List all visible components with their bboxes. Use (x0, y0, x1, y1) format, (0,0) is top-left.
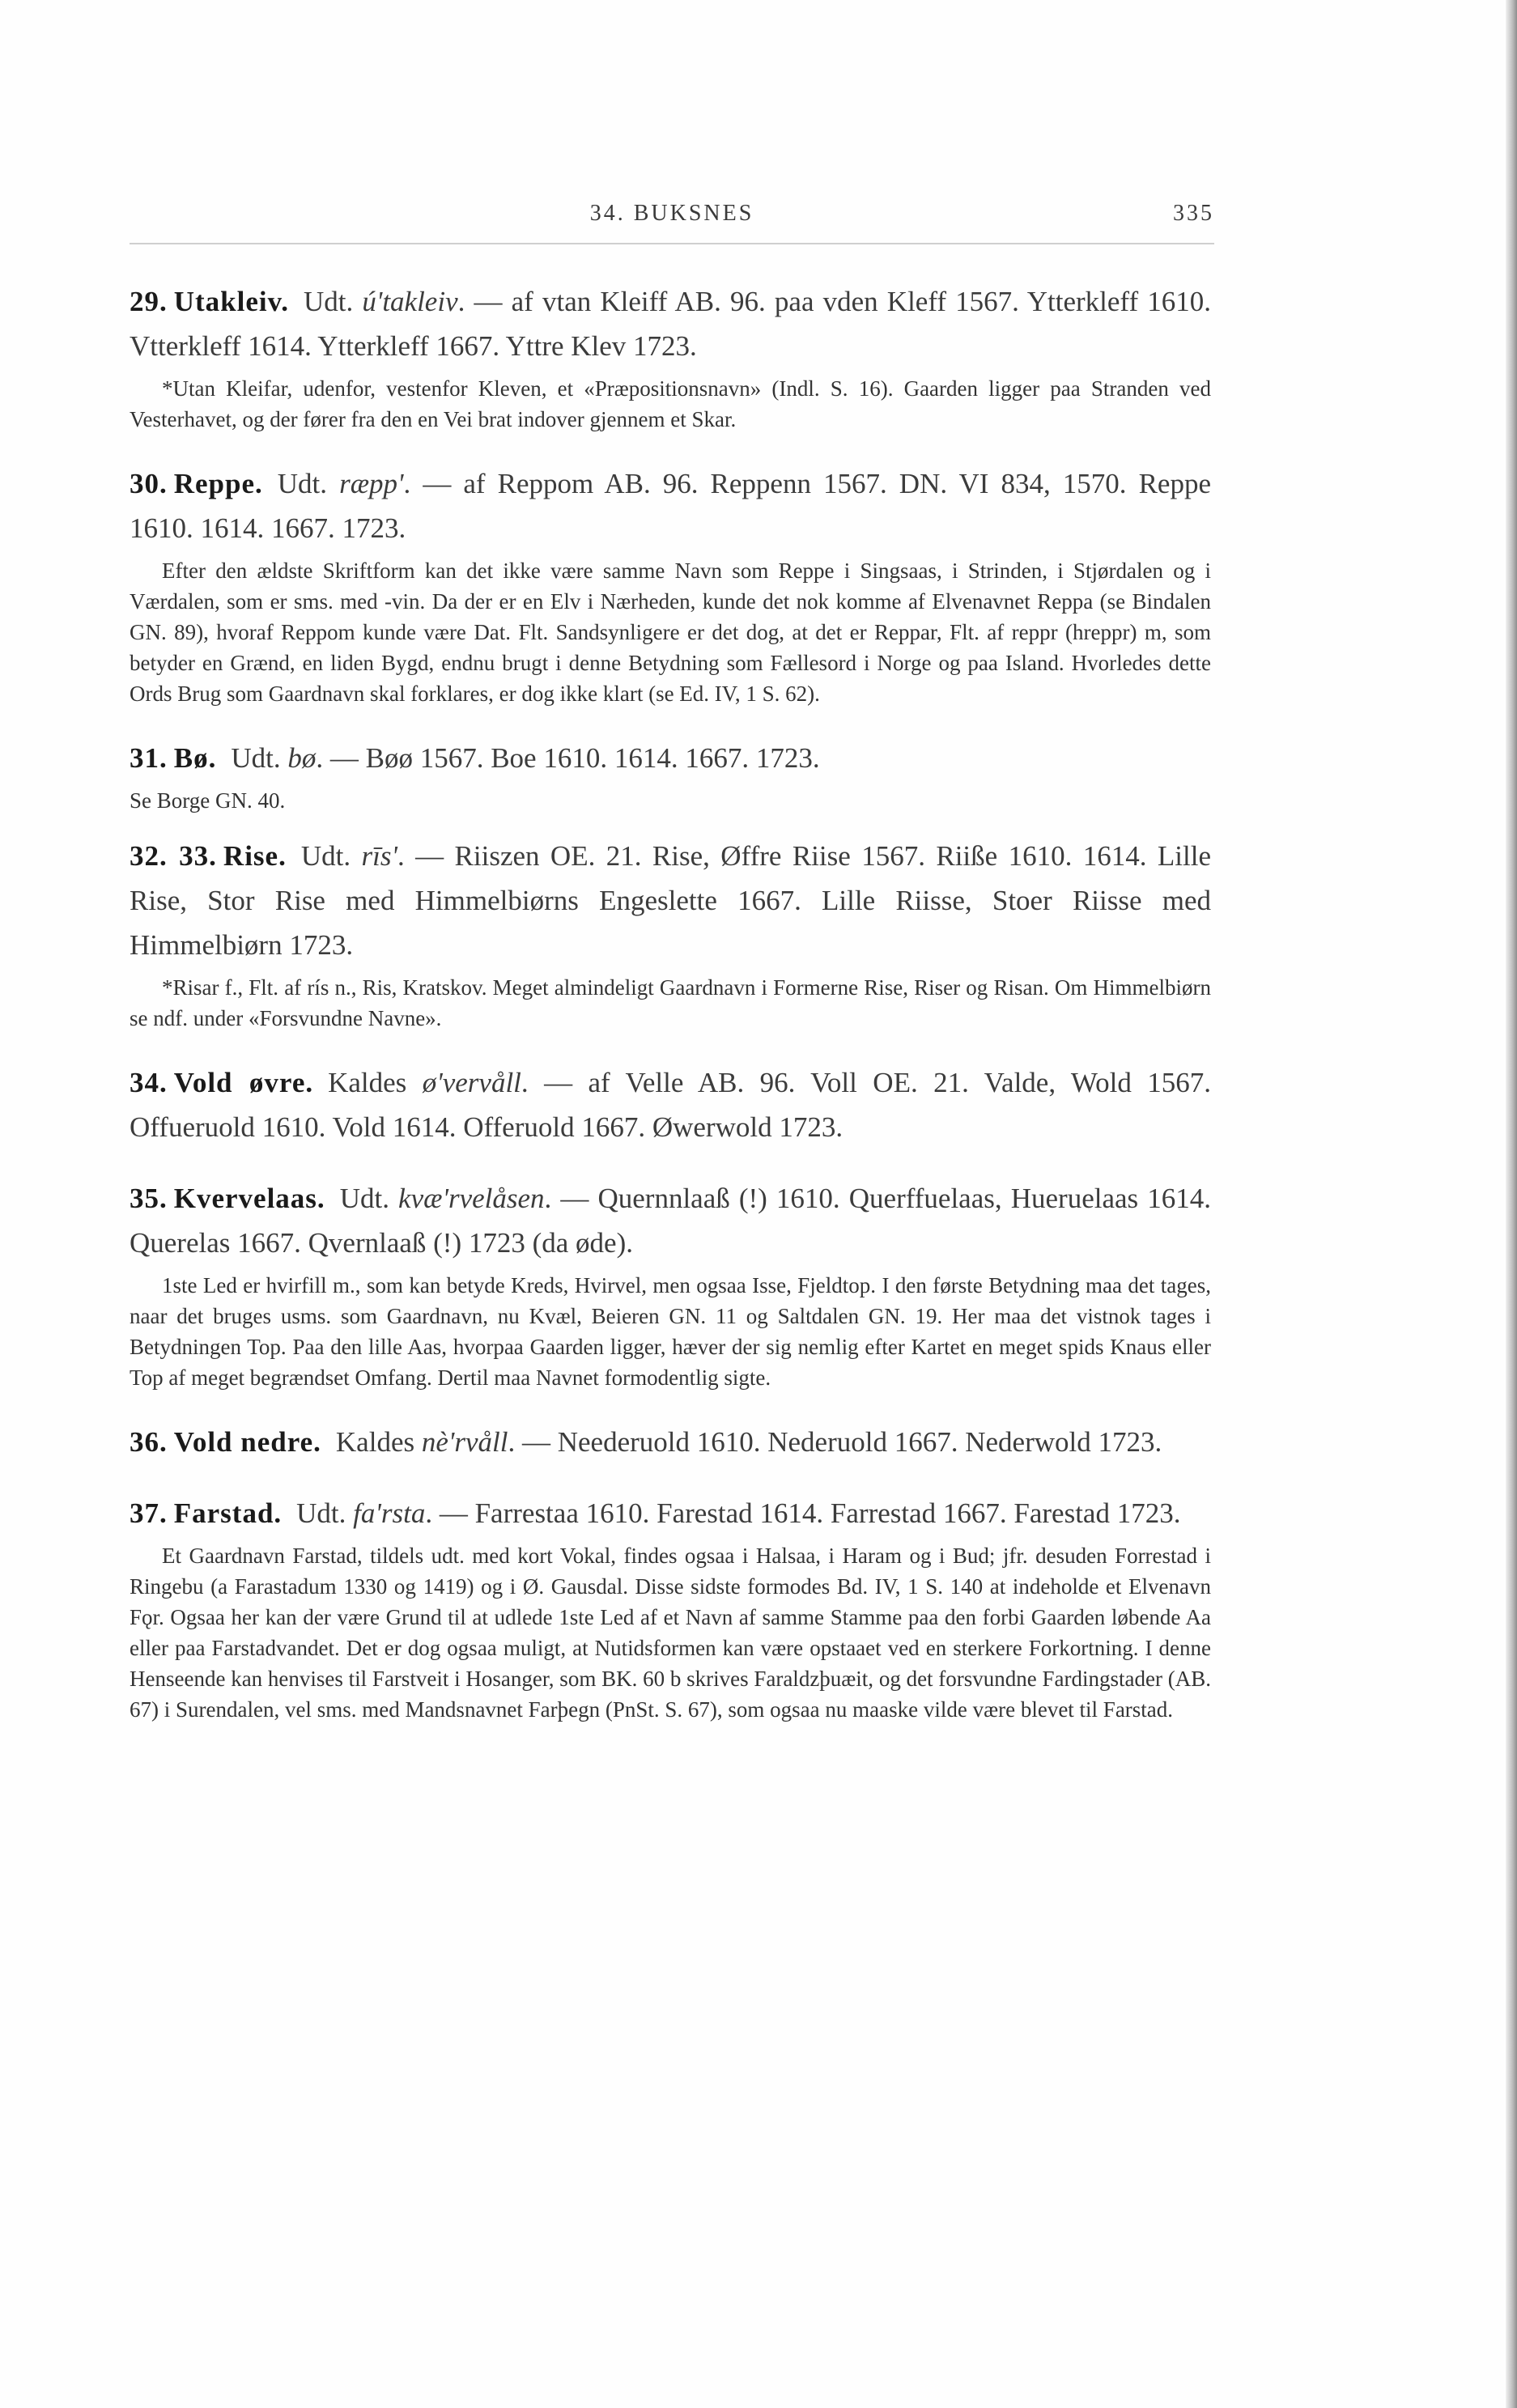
historical-forms: . — af Velle AB. 96. Voll OE. 21. Valde, Wold 1567. Offueruold 1610. Vold 1614. Offeruold 1667. Øwerwold 1723. (130, 1067, 1211, 1143)
entry-heading (130, 834, 1211, 967)
pronunciation: rīs' (361, 840, 397, 872)
farm-name: Bø. (173, 742, 217, 774)
entry-heading (130, 1420, 1211, 1464)
pronunciation: ú'takleiv (362, 286, 458, 317)
farm-name: Farstad. (173, 1497, 283, 1529)
farm-entry-34 (130, 1060, 1211, 1149)
historical-forms: . — Riiszen OE. 21. Rise, Øffre Riise 1567. Riiße 1610. 1614. Lille Rise, Stor Rise med Himmelbiørns Engeslette 1667. Lille Riisse, Stoer Riisse med Himmelbiørn 1723. (130, 840, 1212, 961)
historical-forms: . — af Reppom AB. 96. Reppenn 1567. DN. VI 834, 1570. Reppe 1610. 1614. 1667. 1723. (130, 468, 1211, 544)
pronunciation-prefix: Kaldes (328, 1067, 407, 1098)
entry-number: 35. (130, 1183, 168, 1214)
farm-name: Kvervelaas. (173, 1183, 325, 1214)
pronunciation-prefix: Udt. (296, 1497, 346, 1529)
entry-note: *Utan Kleifar, udenfor, vestenfor Kleven, et «Præpositionsnavn» (Indl. S. 16). Gaarden ligger paa Stranden ved Vesterhavet, og der fører fra den en Vei brat indover gjennem et Skar. (130, 376, 1211, 431)
entry-note: Et Gaardnavn Farstad, tildels udt. med kort Vokal, findes ogsaa i Halsaa, i Haram og i Bud; jfr. desuden Forrestad i Ringebu (a Farastadum 1330 og 1419) og i Ø. Gausdal. Disse sidste formodes Bd. IV, 1 S. 140 at indeholde et Elvenavn Fǫr. Ogsaa her kan der være Grund til at udlede 1ste Led af et Navn af samme Stamme paa den forbi Gaarden løbende Aa eller paa Farstadvandet. Det er dog ogsaa muligt, at Nutidsformen kan være opstaaet ved en sterkere Forkortning. I denne Henseende kan henvises til Farstveit i Hosanger, som BK. 60 b skrives Faraldzþuæit, og det forsvundne Fardingstader (AB. 67) i Surendalen, vel sms. med Mandsnavnet Farþegn (PnSt. S. 67), som ogsaa nu maaske vilde være blevet til Farstad. (130, 1544, 1211, 1722)
pronunciation: kvæ'rvelåsen (398, 1183, 545, 1214)
historical-forms: . — Neederuold 1610. Nederuold 1667. Nederwold 1723. (508, 1426, 1162, 1458)
entry-note: *Risar f., Flt. af rís n., Ris, Kratskov. Meget almindeligt Gaardnavn i Formerne Rise, Riser og Risan. Om Himmelbiørn se ndf. under «Forsvundne Navne». (130, 975, 1211, 1030)
farm-name: Rise. (223, 840, 287, 872)
farm-entry-36 (130, 1420, 1211, 1464)
entry-note: 1ste Led er hvirfill m., som kan betyde Kreds, Hvirvel, men ogsaa Isse, Fjeldtop. I den første Betydning maa det tages, naar det bruges usms. som Gaardnavn, nu Kvæl, Beieren GN. 11 og Saltdalen GN. 19. Her maa det vistnok tages i Betydningen Top. Paa den lille Aas, hvorpaa Gaarden ligger, hæver der sig nemlig efter Kartet en meget spids Knaus eller Top af meget begrændset Omfang. Dertil maa Navnet formodentlig sigte. (130, 1273, 1211, 1390)
entry-number: 31. (130, 742, 168, 774)
entry-heading (130, 279, 1211, 368)
running-header (130, 201, 1214, 238)
farm-entry-30 (130, 461, 1211, 709)
pronunciation: bø (287, 742, 317, 774)
entry-number: 32. 33. (130, 840, 217, 872)
historical-forms: . — af vtan Kleiff AB. 96. paa vden Kleff 1567. Ytterkleff 1610. Vtterkleff 1614. Ytterkleff 1667. Yttre Klev 1723. (130, 286, 1211, 362)
entry-number: 30. (130, 468, 168, 499)
pronunciation: ræpp' (339, 468, 404, 499)
farm-entry-32-33 (130, 834, 1211, 1034)
entry-heading (130, 1176, 1211, 1265)
page-edge-shadow (1506, 0, 1517, 2408)
pronunciation: nè'rvåll (421, 1426, 508, 1458)
farm-entry-31 (130, 736, 1211, 816)
pronunciation-prefix: Kaldes (335, 1426, 415, 1458)
historical-forms: . — Farrestaa 1610. Farestad 1614. Farrestad 1667. Farestad 1723. (425, 1497, 1181, 1529)
pronunciation-prefix: Udt. (231, 742, 281, 774)
farm-name: Utakleiv. (173, 286, 289, 317)
entry-note: Se Borge GN. 40. (130, 788, 286, 813)
historical-forms: . — Bøø 1567. Boe 1610. 1614. 1667. 1723. (316, 742, 820, 774)
header-title: 34. BUKSNES (589, 201, 754, 226)
entry-number: 37. (130, 1497, 168, 1529)
entry-heading (130, 461, 1211, 550)
pronunciation-prefix: Udt. (303, 286, 354, 317)
entry-heading (130, 1060, 1211, 1149)
header-rule (130, 243, 1214, 244)
page-body (130, 279, 1211, 1752)
historical-forms: . — Quernnlaaß (!) 1610. Querffuelaas, Hueruelaas 1614. Querelas 1667. Qvernlaaß (!) 1723 (da øde). (130, 1183, 1211, 1259)
entry-heading (130, 736, 1211, 780)
farm-name: Vold øvre. (173, 1067, 314, 1098)
farm-entry-35 (130, 1176, 1211, 1393)
entry-number: 29. (130, 286, 168, 317)
entry-heading (130, 1491, 1211, 1535)
farm-name: Vold nedre. (173, 1426, 321, 1458)
page-number: 335 (1173, 201, 1214, 226)
pronunciation-prefix: Udt. (339, 1183, 389, 1214)
farm-entry-37 (130, 1491, 1211, 1725)
pronunciation-prefix: Udt. (277, 468, 328, 499)
entry-number: 36. (130, 1426, 168, 1458)
farm-entry-29 (130, 279, 1211, 435)
entry-number: 34. (130, 1067, 168, 1098)
pronunciation-prefix: Udt. (300, 840, 351, 872)
farm-name: Reppe. (173, 468, 263, 499)
pronunciation: fa'rsta (353, 1497, 426, 1529)
pronunciation: ø'vervåll (422, 1067, 521, 1098)
entry-note: Efter den ældste Skriftform kan det ikke være samme Navn som Reppe i Singsaas, i Strinden, i Stjørdalen og i Værdalen, som er sms. med -vin. Da der er en Elv i Nærheden, kunde det nok komme af Elvenavnet Reppa (se Bindalen GN. 89), hvoraf Reppom kunde være Dat. Flt. Sandsynligere er det dog, at det er Reppar, Flt. af reppr (hreppr) m, som betyder en Grænd, en liden Bygd, endnu brugt i denne Betydning som Fællesord i Norge og paa Island. Hvorledes dette Ords Brug som Gaardnavn skal forklares, er dog ikke klart (se Ed. IV, 1 S. 62). (130, 558, 1211, 706)
